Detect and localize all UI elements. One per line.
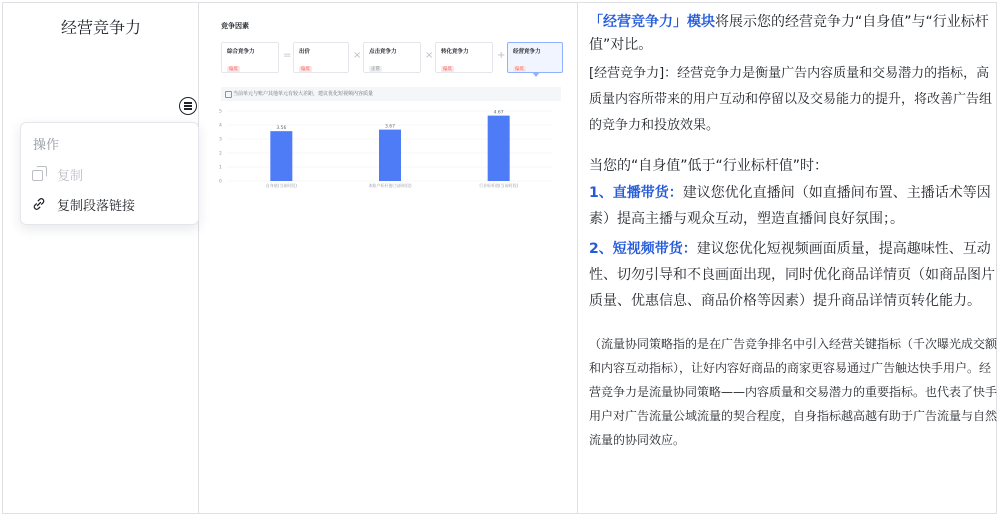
note-paragraph: （流量协同策略指的是在广告竞争排名中引入经营关键指标（千次曝光成交额和内容互动指标），让好内容好商品的商家更容易通过广告触达快手用户。经营竞争力是流量协同策略——内容质量和交易潜力的重要指标。也代表了快手用户对广告流量公域流量的契合程度，自身指标越高越有助于广告流量与自然流量的协同效应。 <box>589 337 998 447</box>
item1-text: 建议您优化直播间（如直播间布置、主播话术等因素）提高主播与观众互动，塑造直播间良好氛围；。 <box>589 185 991 227</box>
cell-title: 经营竞争力 <box>60 18 141 37</box>
factor-name: 经营竞争力 <box>513 49 541 55</box>
factor-card <box>363 42 421 73</box>
bar <box>488 116 510 181</box>
factor-card <box>221 42 279 73</box>
y-tick-label: 2 <box>219 151 222 157</box>
factor-tag: 正常 <box>371 67 380 72</box>
bar <box>379 130 401 181</box>
menu-item-copy[interactable] <box>31 161 191 187</box>
x-tick-label: 本账户标杆值(当前时段) <box>368 183 412 188</box>
plus-operator: + <box>497 50 506 61</box>
block-menu-icon[interactable] <box>179 97 197 115</box>
intro-paragraph <box>589 11 997 57</box>
screenshot-title: 竞争因素 <box>221 22 249 30</box>
item2-highlight: 2、短视频带货： <box>589 241 697 257</box>
x-tick-label: 行业标杆值(当前时段) <box>479 183 519 188</box>
embedded-screenshot[interactable] <box>209 17 565 192</box>
x-tick-label: 自身值(当前时段) <box>265 183 297 188</box>
item-live-commerce <box>589 180 997 232</box>
factor-card-active <box>507 42 563 73</box>
factor-name: 转化竞争力 <box>441 49 469 55</box>
intro-text: 将展示您的经营竞争力“自身值”与“行业标杆值”对比。 <box>589 14 989 53</box>
data-label: 3.67 <box>384 124 396 130</box>
y-tick-label: 5 <box>219 109 222 115</box>
factor-name: 综合竞争力 <box>227 49 255 55</box>
menu-item-label: 复制 <box>57 168 84 184</box>
y-tick-label: 0 <box>219 179 222 185</box>
factor-name: 出价 <box>299 49 311 55</box>
content-table <box>2 2 997 514</box>
bar <box>270 131 292 181</box>
item-short-video <box>589 236 997 314</box>
description-text <box>589 11 997 456</box>
factor-card <box>293 42 349 73</box>
bar-chart <box>209 105 565 191</box>
multiply-operator: × <box>353 50 362 61</box>
link-icon <box>31 196 47 212</box>
factor-tag: 偏低 <box>443 67 452 72</box>
definition-paragraph: [经营竞争力]：经营竞争力是衡量广告内容质量和交易潜力的指标，高质量内容所带来的用户互动和停留以及交易能力的提升，将改善广告组的竞争力和投放效果。 <box>589 66 993 133</box>
factor-tag: 偏低 <box>229 67 238 72</box>
copy-icon <box>31 166 47 182</box>
y-tick-label: 3 <box>219 137 222 143</box>
table-cell-title <box>3 3 199 513</box>
y-tick-label: 1 <box>219 165 222 171</box>
y-tick-label: 4 <box>219 123 222 129</box>
item2-text: 建议您优化短视频画面质量，提高趣味性、互动性、切勿引导和不良画面出现，同时优化商品详情页（如商品图片质量、优惠信息、商品价格等因素）提升商品详情页转化能力。 <box>589 241 995 309</box>
tip-bar: 当前单元与账户其他单元有较大差距，建议优化短视频内容质量 <box>221 87 561 101</box>
factor-name: 点击竞争力 <box>369 49 397 55</box>
menu-item-copy-link[interactable] <box>31 191 191 217</box>
data-label: 3.56 <box>276 126 287 132</box>
multiply-operator: × <box>425 50 434 61</box>
menu-item-label: 复制段落链接 <box>57 198 136 214</box>
table-cell-description <box>578 3 996 513</box>
data-label: 4.67 <box>493 110 504 116</box>
condition-paragraph: 当您的“自身值”低于“行业标杆值”时： <box>589 158 829 174</box>
equals-operator: = <box>283 50 292 61</box>
factor-tag: 偏低 <box>301 67 310 72</box>
table-cell-image <box>199 3 578 513</box>
context-menu <box>20 122 199 225</box>
menu-header: 操作 <box>33 138 60 153</box>
factor-card <box>435 42 493 73</box>
intro-highlight: 「经营竞争力」模块 <box>589 14 715 30</box>
item1-highlight: 1、直播带货： <box>589 185 683 201</box>
factor-tag: 偏低 <box>515 67 524 72</box>
